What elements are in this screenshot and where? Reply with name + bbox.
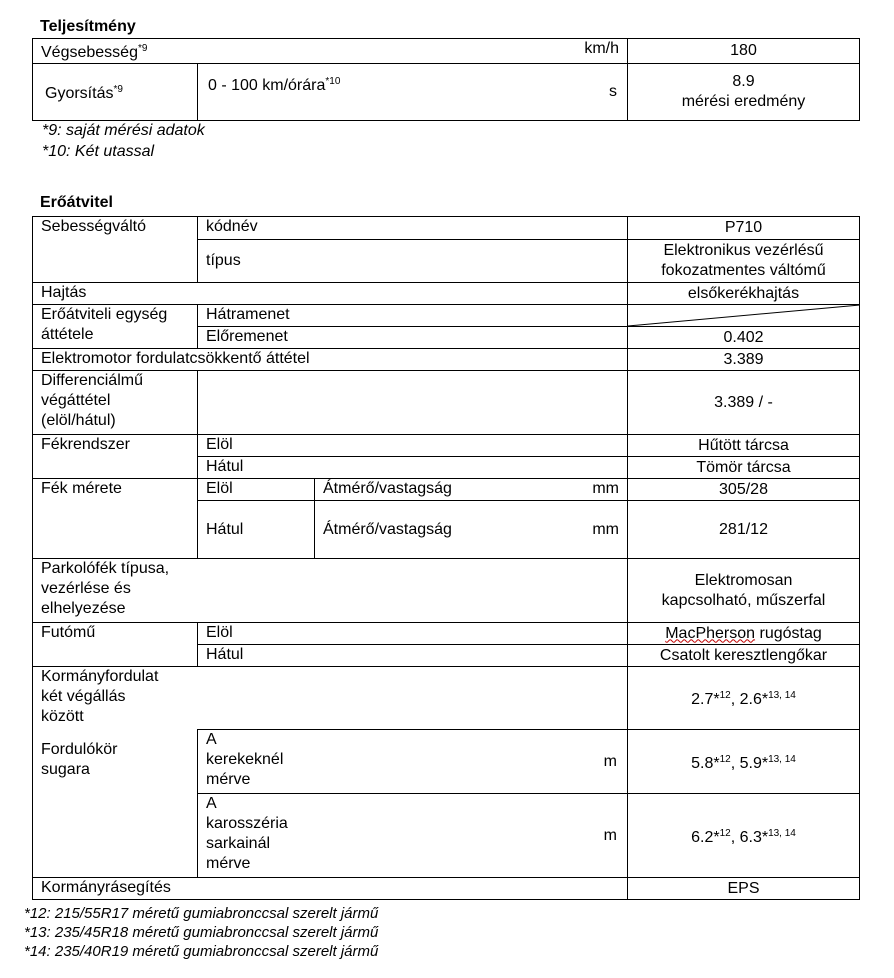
brakesize-label: Fék mérete <box>33 479 198 559</box>
susp-rear-value: Csatolt keresztlengőkar <box>628 645 860 667</box>
section-title-drivetrain: Erőátvitel <box>40 194 113 211</box>
forward-value: 0.402 <box>628 327 860 349</box>
reverse-label: Hátramenet <box>198 305 628 327</box>
drive-label: Hajtás <box>33 283 628 305</box>
brakesize-front-diam: Átmérő/vastagság mm <box>315 479 628 501</box>
turn-wheels-value: 5.8*$^{12}$, 5.9*$^{13, 14}$ <box>628 730 860 794</box>
footnote-13: *13: 235/45R18 méretű gumiabronccsal szerelt jármű <box>24 924 379 941</box>
reverse-value-empty <box>628 305 860 327</box>
brake-rear-label: Hátul <box>198 457 628 479</box>
susp-front-label: Elöl <box>198 623 628 645</box>
topspeed-cell: Végsebesség$^{*9}$ km/h <box>33 39 628 64</box>
eps-label: Kormányrásegítés <box>33 878 628 900</box>
accel-label: Gyorsítás <box>45 85 114 102</box>
topspeed-value: 180 <box>628 39 860 64</box>
topspeed-label: Végsebesség <box>41 44 138 61</box>
turn-body-value: 6.2*$^{12}$, 6.3*$^{13, 14}$ <box>628 794 860 878</box>
footnote-12: *12: 215/55R17 méretű gumiabronccsal szerelt jármű <box>24 905 379 922</box>
accel-value: 8.9 <box>732 73 755 90</box>
diagonal-line <box>628 305 860 327</box>
brakesize-front-label: Elöl <box>198 479 315 501</box>
turn-body-unit: m <box>603 827 617 844</box>
codename-value: P710 <box>628 217 860 240</box>
brakesize-rear-value: 281/12 <box>628 501 860 559</box>
ratio-label: Erőátviteli egység áttétele <box>33 305 198 349</box>
accel-sub-cell: 0 - 100 km/órára$^{*10}$ s <box>198 64 628 121</box>
brake-label: Fékrendszer <box>33 435 198 479</box>
turn-body-cell: A karosszéria sarkainál mérve m <box>198 794 628 878</box>
accel-value-cell <box>628 64 860 121</box>
steer-label: Kormányfordulat két végállás között <box>33 667 628 730</box>
turn-wheels-unit: m <box>603 753 617 770</box>
diff-value: 3.389 / - <box>628 371 860 435</box>
performance-table <box>32 38 860 121</box>
footnote-14: *14: 235/40R19 méretű gumiabronccsal szerelt jármű <box>24 943 379 960</box>
gearbox-label: Sebességváltó <box>33 217 198 283</box>
parking-value: Elektromosan kapcsolható, műszerfal <box>628 559 860 623</box>
brakesize-rear-label: Hátul <box>198 501 315 559</box>
drivetrain-table <box>32 216 860 900</box>
codename-label: kódnév <box>198 217 628 240</box>
accel-label-cell: Gyorsítás$^{*9}$ <box>33 64 198 121</box>
forward-label: Előremenet <box>198 327 628 349</box>
brake-front-label: Elöl <box>198 435 628 457</box>
diff-empty <box>198 371 628 435</box>
topspeed-unit: km/h <box>584 40 619 57</box>
turn-wheels-cell: A kerekeknél mérve m <box>198 730 628 794</box>
emotor-label: Elektromotor fordulatcsökkentő áttétel <box>33 349 628 371</box>
parking-label: Parkolófék típusa, vezérlése és elhelyezése <box>33 559 628 623</box>
footnote-9: *9: saját mérési adatok <box>42 122 205 139</box>
accel-unit: s <box>609 83 617 100</box>
section-title-performance: Teljesítmény <box>40 18 136 35</box>
emotor-value: 3.389 <box>628 349 860 371</box>
brake-front-value: Hűtött tárcsa <box>628 435 860 457</box>
brakesize-rear-diam: Átmérő/vastagság mm <box>315 501 628 559</box>
type-label: típus <box>198 240 628 283</box>
drive-value: elsőkerékhajtás <box>628 283 860 305</box>
susp-label: Futómű <box>33 623 198 667</box>
type-value: Elektronikus vezérlésű fokozatmentes váltómű <box>628 240 860 283</box>
turn-label: Fordulókör sugara <box>33 730 198 878</box>
susp-rear-label: Hátul <box>198 645 628 667</box>
steer-value: 2.7*$^{12}$, 2.6*$^{13, 14}$ <box>628 667 860 730</box>
brakesize-front-value: 305/28 <box>628 479 860 501</box>
accel-sub-label: 0 - 100 km/órára <box>208 77 326 94</box>
accel-value-note: mérési eredmény <box>681 93 806 110</box>
susp-front-value: MacPherson rugóstag <box>628 623 860 645</box>
footnote-10: *10: Két utassal <box>42 143 155 160</box>
diff-label: Differenciálmű végáttétel (elöl/hátul) <box>33 371 198 435</box>
brake-rear-value: Tömör tárcsa <box>628 457 860 479</box>
eps-value: EPS <box>628 878 860 900</box>
